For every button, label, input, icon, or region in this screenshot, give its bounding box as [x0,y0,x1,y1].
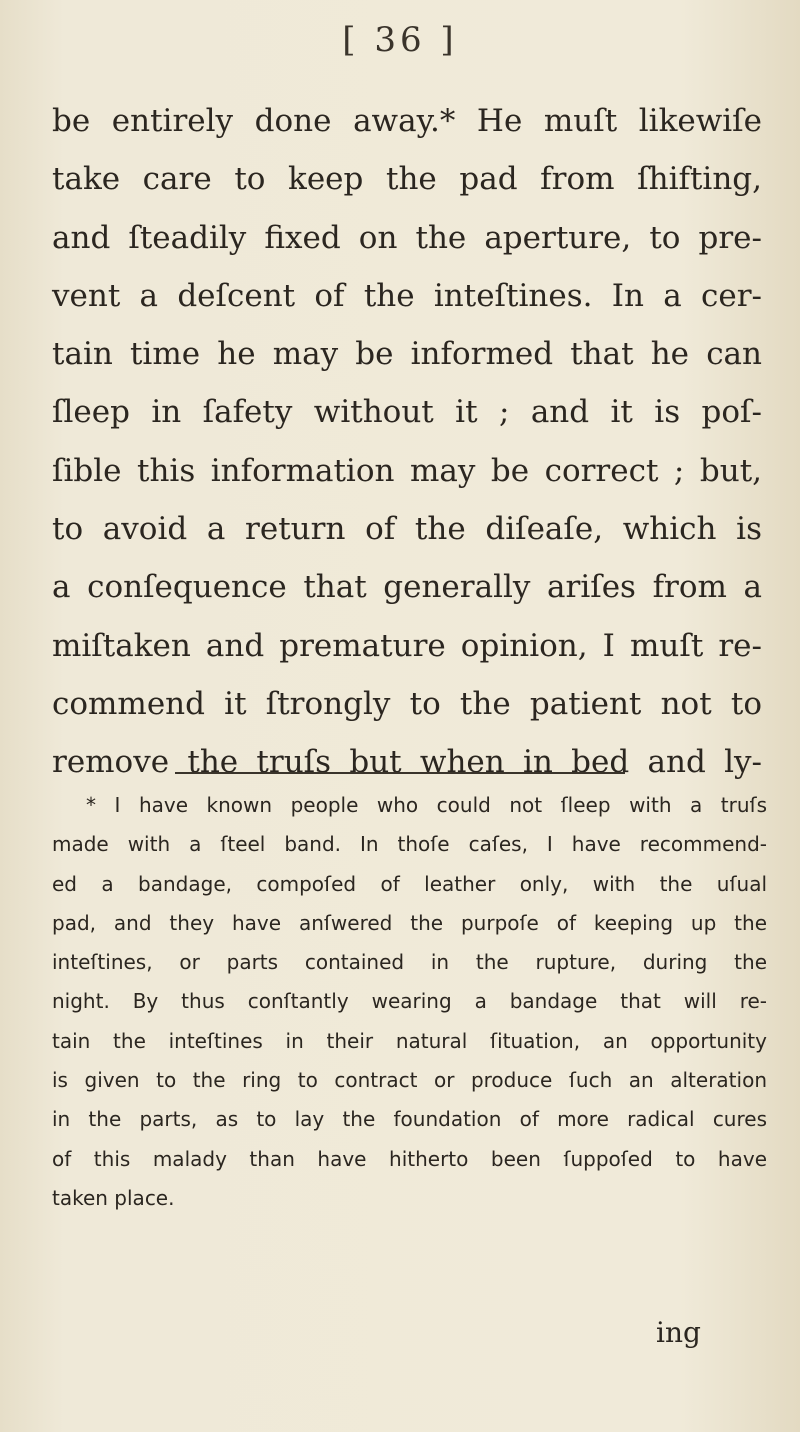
footnote-line: ed a bandage, compoſed of leather only, with the uſual [52,871,767,896]
footnote-divider [175,772,625,774]
text-line: ſible this information may be correct ; but, [52,452,762,489]
text-line: commend it ſtrongly to the patient not to [52,685,762,722]
text-line: to avoid a return of the diſeaſe, which is [52,511,762,548]
footnote-line: tain the inteſtines in their natural ſituation, an opportunity [52,1028,767,1053]
footnote [52,786,767,1218]
text-line: tain time he may be informed that he can [52,336,762,373]
footnote-line: * I have known people who could not ſleep with a truſs [86,793,767,817]
footnote-line: is given to the ring to contract or produce ſuch an alteration [52,1068,767,1093]
footnote-line: of this malady than have hitherto been ſuppoſed to have [52,1146,767,1171]
text-line: vent a deſcent of the inteſtines. In a cer- [52,277,762,314]
main-text [52,92,762,792]
footnote-line: made with a ſteel band. In thoſe caſes, I have recommend- [52,832,767,857]
footnote-line: taken place. [52,1185,175,1210]
text-line: miſtaken and premature opinion, I muſt re- [52,627,762,664]
page-number-header: [ 36 ] [342,20,458,60]
footnote-line: inteſtines, or parts contained in the rupture, during the [52,950,767,975]
text-line: remove the truſs but when in bed and ly- [52,744,762,781]
catchword: ing [656,1316,701,1349]
text-line: ſleep in ſafety without it ; and it is poſ- [52,394,762,431]
text-line: a conſequence that generally ariſes from a [52,569,762,606]
footnote-line: pad, and they have anſwered the purpoſe of keeping up the [52,910,767,935]
text-line: and ſteadily fixed on the aperture, to pre- [52,219,762,256]
text-line: take care to keep the pad from ſhifting, [52,161,762,198]
text-line: be entirely done away.* He muſt likewiſe [52,103,762,139]
footnote-line: in the parts, as to lay the foundation of more radical cures [52,1107,767,1132]
footnote-line: night. By thus conſtantly wearing a bandage that will re- [52,989,767,1014]
